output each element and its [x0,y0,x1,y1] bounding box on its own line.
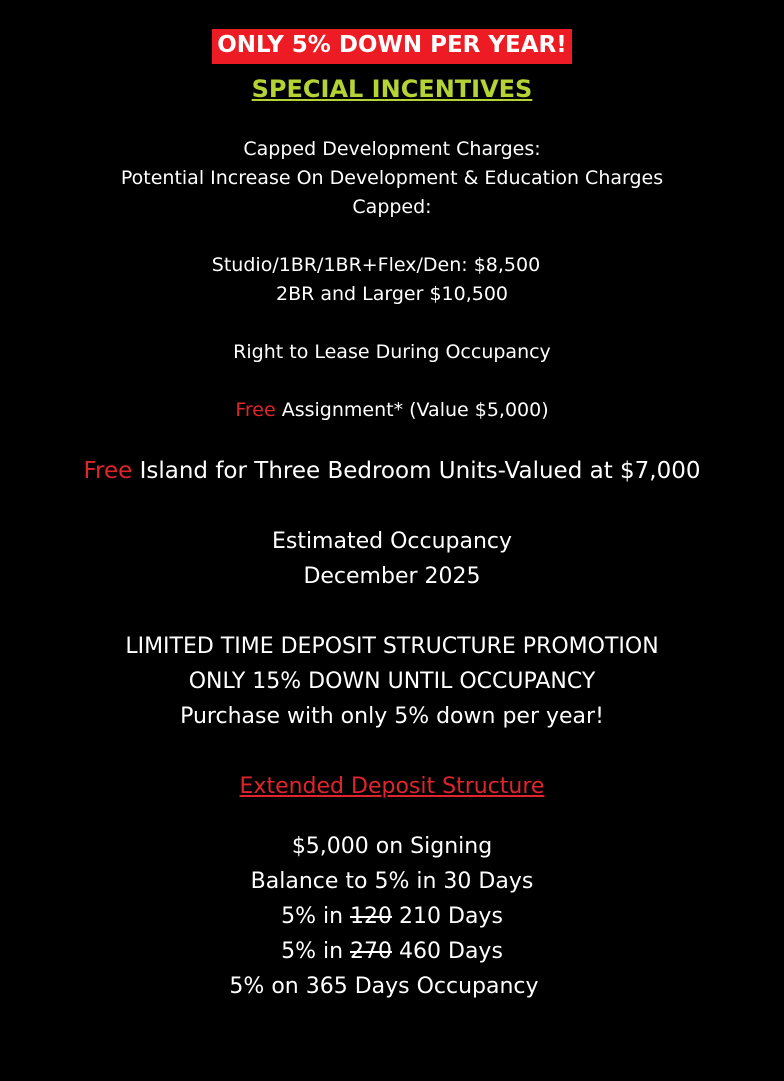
deposit-prefix: 5% in [281,904,351,929]
deposit-old-days: 270 [350,939,393,964]
deposit-new-days: 210 Days [392,904,503,929]
deposit-balance: Balance to 5% in 30 Days [250,869,534,894]
promo-banner: ONLY 5% DOWN PER YEAR! [212,29,572,64]
deposit-row-4 [0,939,784,965]
studio-charge: Studio/1BR/1BR+Flex/Den: $8,500 [211,254,541,276]
right-to-lease: Right to Lease During Occupancy [233,341,551,363]
deposit-prefix: 5% in [281,939,351,964]
promotion-down: ONLY 15% DOWN UNTIL OCCUPANCY [188,669,596,694]
promotion-per-year: Purchase with only 5% down per year! [180,704,604,729]
capped-charges-description: Potential Increase On Development & Education Charges [120,167,664,189]
occupancy-label: Estimated Occupancy [271,529,513,554]
extended-deposit-heading: Extended Deposit Structure [239,774,545,799]
deposit-row-3 [0,904,784,930]
special-incentives-heading: SPECIAL INCENTIVES [251,75,533,103]
promotion-title: LIMITED TIME DEPOSIT STRUCTURE PROMOTION [125,634,659,659]
deposit-heading-row [0,774,784,800]
capped-charges-title: Capped Development Charges: [243,138,541,160]
capped-charges-label: Capped: [352,196,432,218]
deposit-old-days: 120 [350,904,393,929]
assignment-text: Assignment* (Value $5,000) [275,399,549,421]
free-island [0,458,784,486]
free-label: Free [83,458,133,484]
deposit-new-days: 460 Days [392,939,503,964]
free-label: Free [235,399,276,421]
deposit-occupancy: 5% on 365 Days Occupancy [229,974,539,999]
free-assignment [0,399,784,422]
deposit-signing: $5,000 on Signing [291,834,493,859]
occupancy-date: December 2025 [303,564,481,589]
island-text: Island for Three Bedroom Units-Valued at $7,000 [132,458,701,484]
two-br-charge: 2BR and Larger $10,500 [275,283,509,305]
banner-row [0,29,784,64]
